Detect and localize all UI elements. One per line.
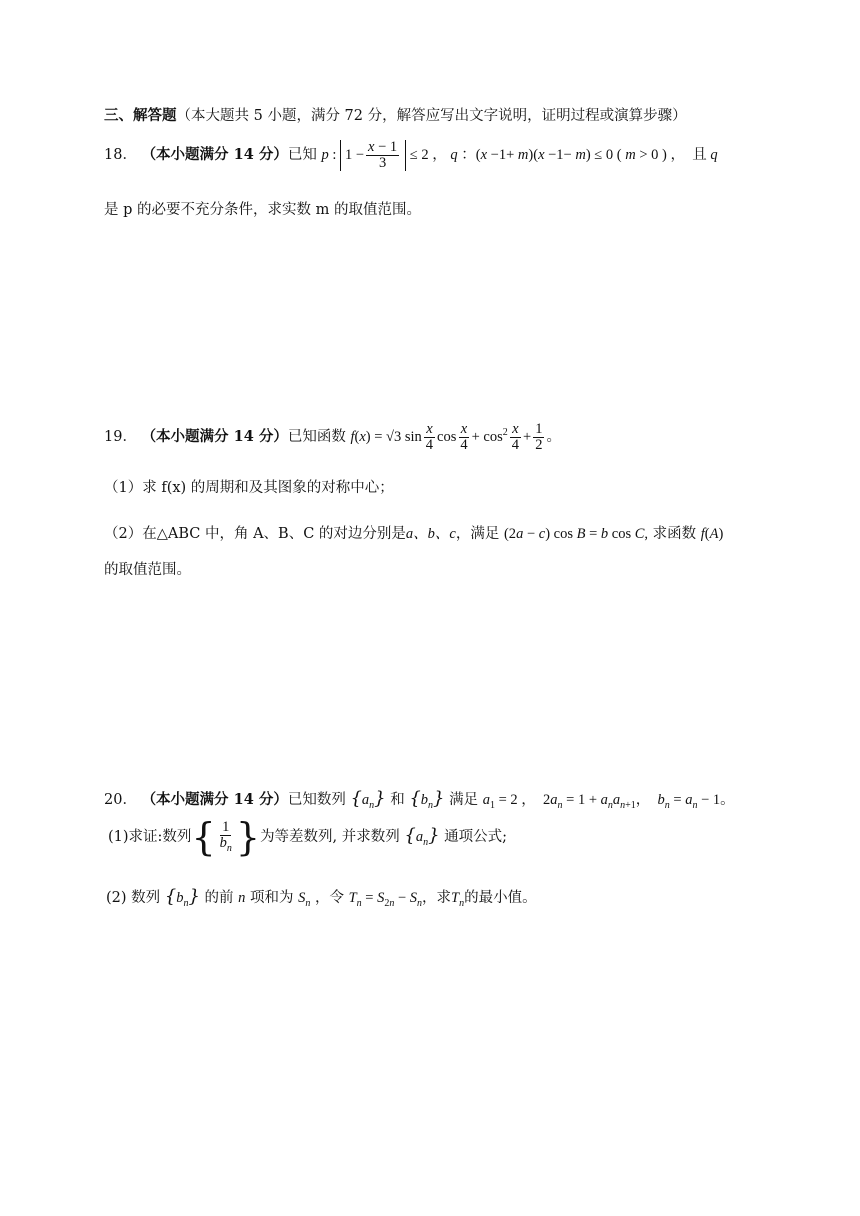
q19-part2-b: ，满足	[455, 526, 500, 542]
q20-score: （本小题满分 14 分）	[141, 791, 288, 808]
section-title: 三、解答题	[104, 107, 177, 124]
question-20	[104, 788, 735, 811]
q19-formula: f(x) = √3 sin $\frac{x}{4}$ cos $\frac{x}{4}$ + $\cos^2$ $\frac{x}{4}$ + $\frac{1}{2}$ 。	[350, 421, 561, 454]
q20-part2-d: ，令	[314, 890, 344, 906]
q20-seq-a2: $\{a_n\}$	[404, 825, 440, 848]
section-header	[104, 104, 687, 125]
q20-conditions: $a_1 = 2$ ， $2a_n = 1 + a_na_{n+1}$， $b_n = a_n - 1$。	[482, 792, 735, 811]
q20-part1: (1)求证:数列{ $\frac{1}{b_n}$ }为等差数列, 并求数列 $\{a_n\}$ 通项公式;	[108, 815, 508, 859]
q20-part1-b: 为等差数列, 并求数列	[260, 829, 400, 845]
q19-lead: 已知函数	[287, 429, 346, 446]
q20-satisfy: 满足	[449, 792, 479, 808]
q19-score: （本小题满分 14 分）	[141, 428, 288, 446]
q19-number: 19．	[104, 429, 137, 446]
q20-lead: 已知数列	[287, 792, 346, 808]
q19-part1: （1）求 f(x) 的周期和及其图象的对称中心；	[104, 480, 394, 496]
q18-number: 18．	[104, 147, 137, 164]
q19-part2	[104, 522, 723, 543]
q19-fA: f(A)	[700, 526, 724, 542]
q19-condition: (2a − c) cos B = b cos C,	[503, 526, 649, 542]
q20-T-def: $T_n = S_{2n} - S_n$	[348, 890, 423, 909]
question-18	[104, 140, 718, 171]
q20-part2-a: (2) 数列	[106, 890, 161, 906]
q20-seq-a: $\{a_n\}$	[350, 788, 386, 811]
q18-lead: 已知	[287, 147, 317, 164]
q19-part2-c: 求函数	[652, 526, 697, 542]
q20-part2-e: ，求	[422, 890, 452, 906]
q19-continuation: 的取值范围。	[104, 562, 191, 578]
q19-part2-a: （2）在△ABC 中，角 A、B、C 的对边分别是	[104, 526, 406, 542]
q20-part2-b: 的前	[204, 890, 234, 906]
q20-part1-a: (1)求证:数列	[108, 829, 192, 845]
q20-number: 20．	[104, 792, 137, 808]
q18-formula: p : 1 − $\frac{x - 1}{3}$ ≤ 2 ， q ：(x −1+ m)(x −1− m) ≤ 0 ( m > 0 ) ， 且 q	[321, 139, 718, 172]
q18-continuation: 是 p 的必要不充分条件，求实数 m 的取值范围。	[104, 202, 421, 218]
q20-part1-c: 通项公式;	[444, 829, 508, 845]
q19-sides: a、b、c	[405, 526, 456, 542]
q20-part2-c: 项和为	[250, 890, 294, 906]
q20-part2: (2) 数列 $\{b_n\}$ 的前 n 项和为 $S_n$ ，令 $T_n = S_{2n} - S_n$，求$T_n$的最小值。	[106, 886, 537, 909]
q20-seq-b: $\{b_n\}$	[409, 788, 445, 811]
q20-part2-f: 的最小值。	[464, 890, 537, 906]
section-note: （本大题共 5 小题，满分 72 分，解答应写出文字说明，证明过程或演算步骤）	[176, 108, 687, 124]
q18-score: （本小题满分 14 分）	[141, 146, 288, 164]
q20-and: 和	[390, 792, 405, 808]
q20-seq-b2: $\{b_n\}$	[164, 886, 200, 909]
question-19	[104, 422, 561, 453]
